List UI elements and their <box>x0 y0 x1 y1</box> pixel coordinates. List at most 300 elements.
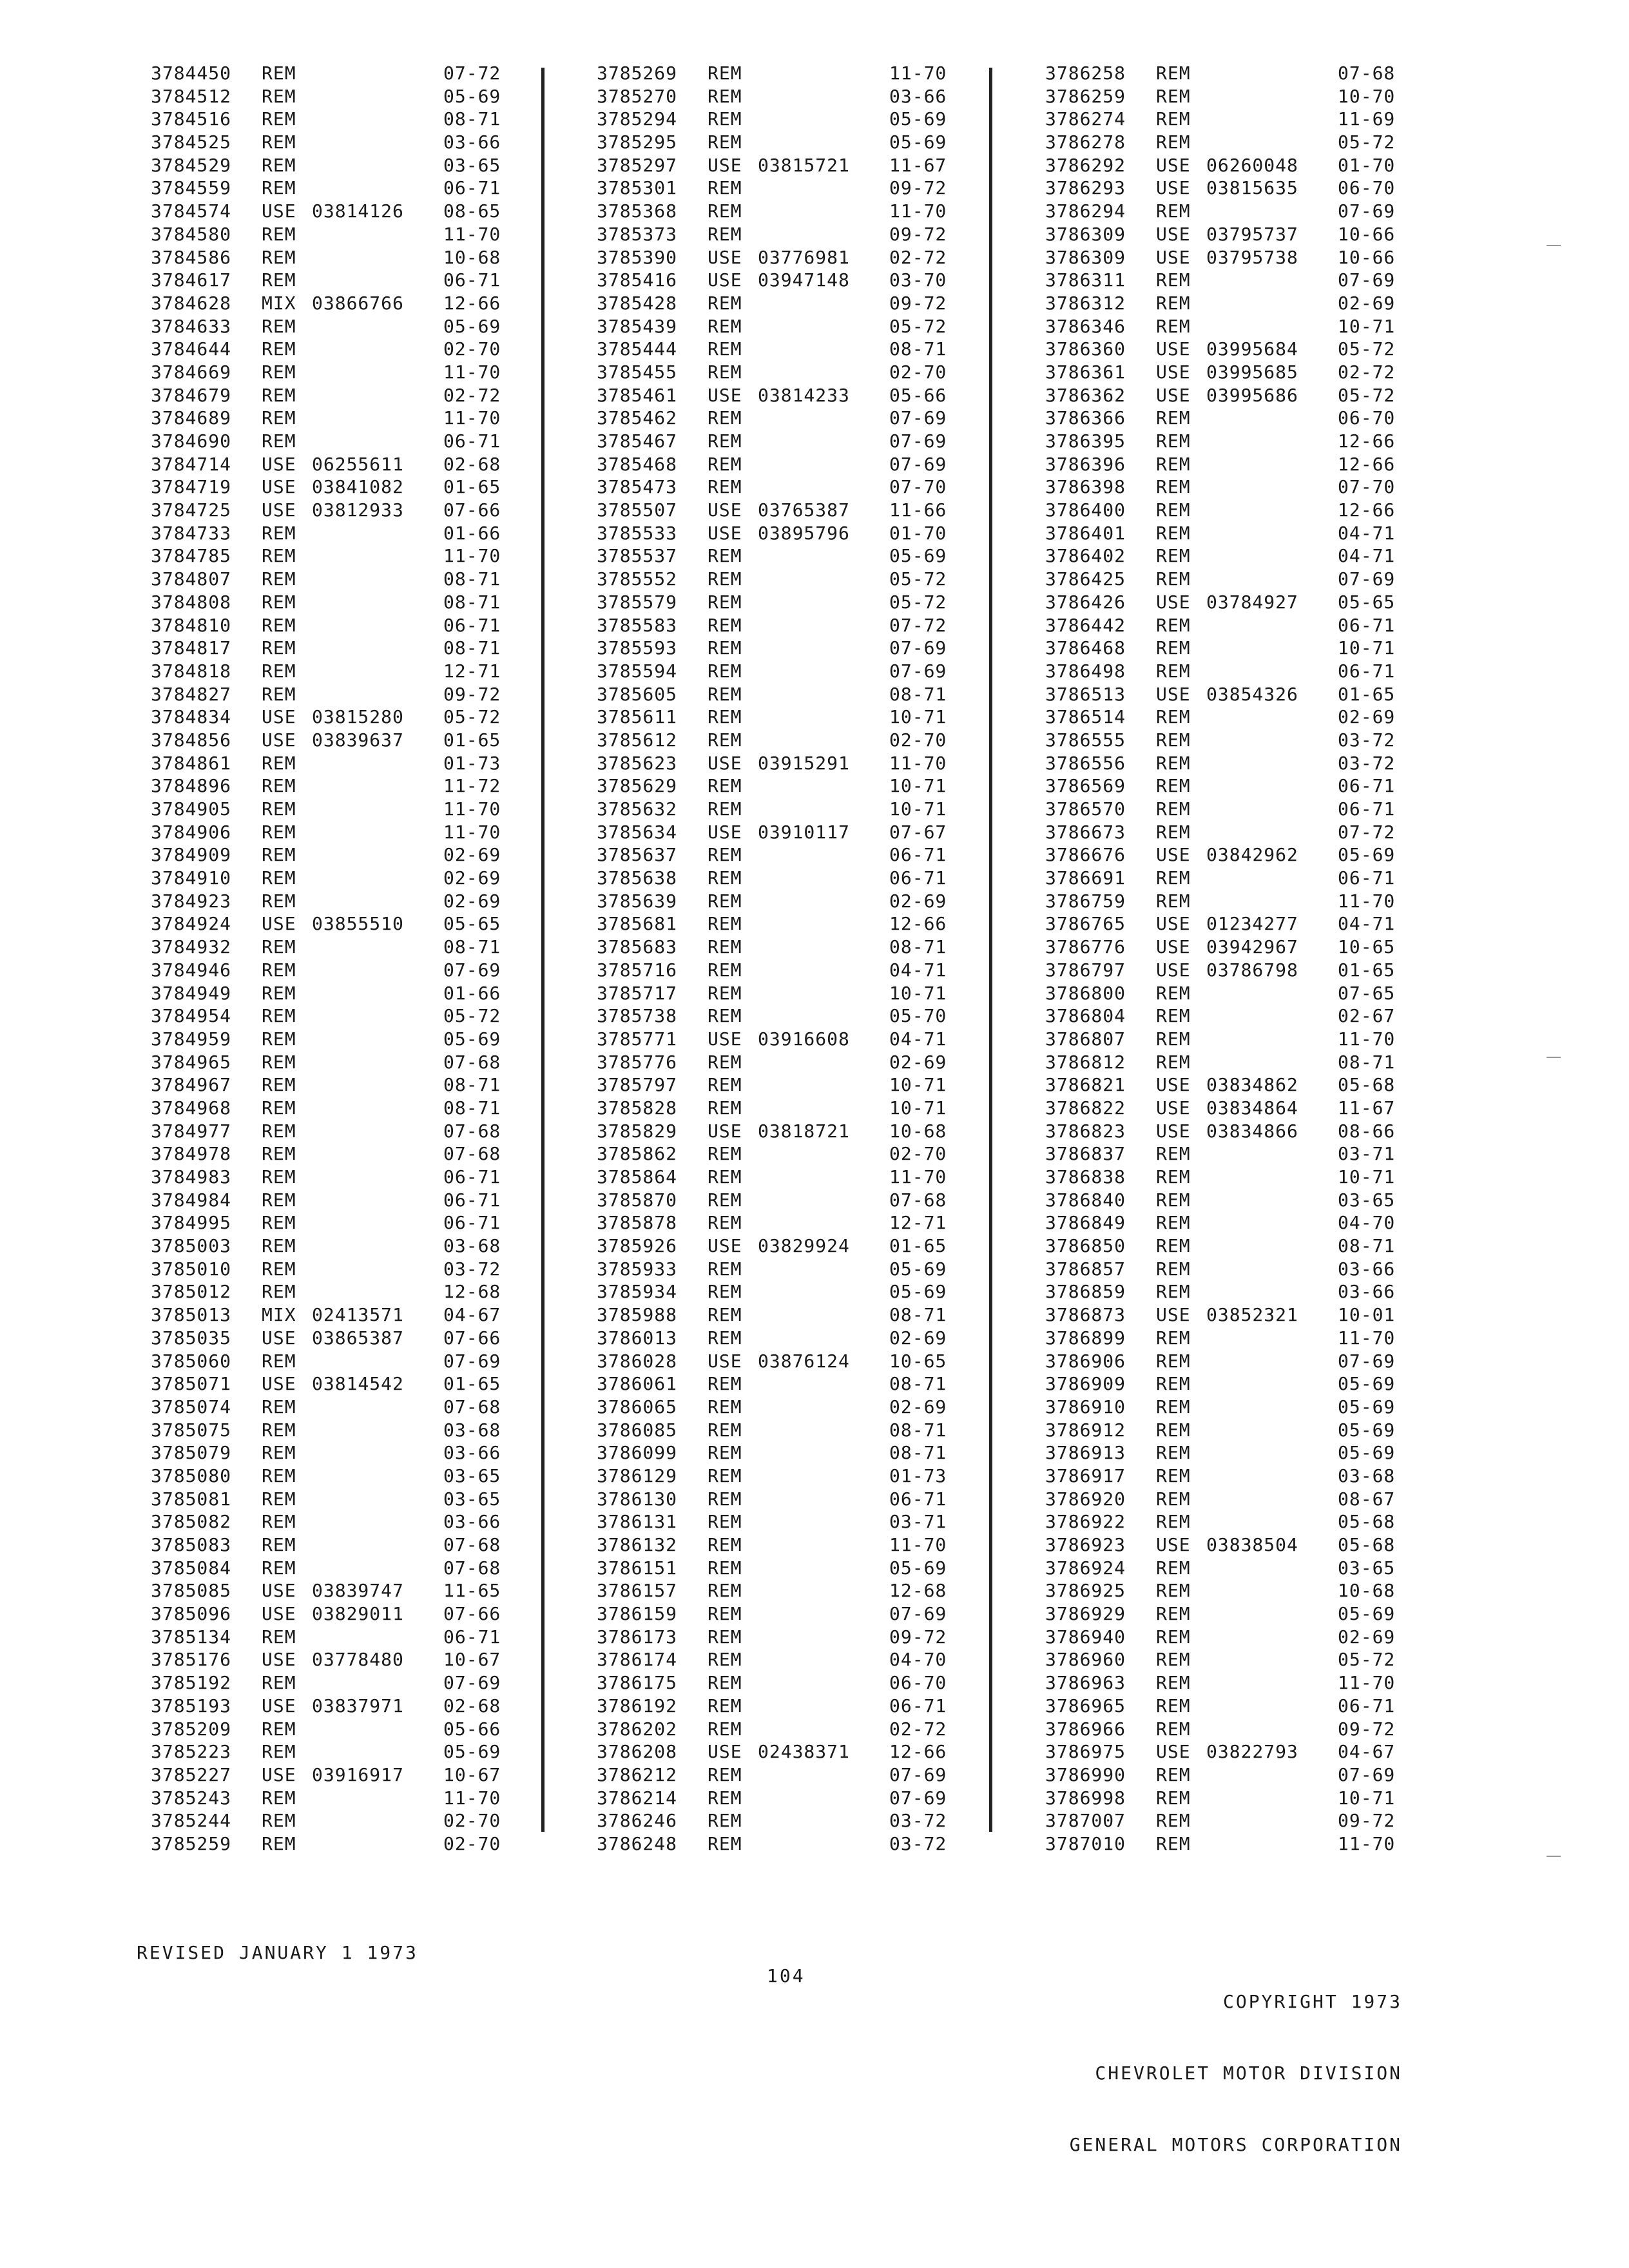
status-code: REM <box>708 844 742 866</box>
part-number: 3785192 <box>151 1672 232 1694</box>
effective-date: 10-71 <box>889 1074 947 1096</box>
part-number: 3786311 <box>1045 269 1126 291</box>
status-code: USE <box>1156 154 1191 176</box>
status-code: REM <box>262 1143 296 1165</box>
effective-date: 07-68 <box>443 1557 501 1579</box>
status-code: REM <box>1156 1281 1191 1303</box>
table-row <box>1045 890 1458 913</box>
table-row <box>597 1097 1009 1120</box>
status-code: REM <box>262 1005 296 1027</box>
status-code: REM <box>1156 269 1191 291</box>
table-row <box>151 1465 563 1488</box>
table-row <box>1045 959 1458 982</box>
status-code: USE <box>262 913 296 935</box>
effective-date: 10-70 <box>1338 85 1396 107</box>
effective-date: 06-71 <box>889 867 947 889</box>
status-code: USE <box>262 1580 296 1602</box>
status-code: USE <box>262 476 296 498</box>
status-code: REM <box>262 108 296 130</box>
status-code: REM <box>262 591 296 613</box>
table-row <box>597 706 1009 729</box>
part-number: 3785244 <box>151 1810 232 1832</box>
table-row <box>1045 154 1458 177</box>
part-number: 3785060 <box>151 1350 232 1372</box>
table-row <box>151 936 563 959</box>
part-number: 3784924 <box>151 913 232 935</box>
table-row <box>1045 338 1458 361</box>
part-number: 3786294 <box>1045 200 1126 222</box>
effective-date: 02-69 <box>889 1396 947 1418</box>
effective-date: 12-71 <box>443 660 501 682</box>
status-code: REM <box>708 1672 742 1694</box>
status-code: REM <box>262 1212 296 1234</box>
part-number: 3786309 <box>1045 246 1126 268</box>
effective-date: 02-70 <box>443 338 501 360</box>
status-code: REM <box>708 637 742 659</box>
replacement-part: 03841082 <box>312 476 404 498</box>
part-number: 3785593 <box>597 637 678 659</box>
status-code: REM <box>1156 706 1191 728</box>
status-code: REM <box>262 1166 296 1187</box>
part-number: 3786208 <box>597 1741 678 1763</box>
table-row <box>151 1189 563 1212</box>
part-number: 3784949 <box>151 982 232 1004</box>
part-number: 3786159 <box>597 1603 678 1625</box>
part-number: 3784959 <box>151 1028 232 1050</box>
effective-date: 02-70 <box>889 1143 947 1165</box>
table-row <box>597 476 1009 499</box>
part-number: 3786910 <box>1045 1396 1126 1418</box>
part-number: 3786850 <box>1045 1235 1126 1257</box>
table-row <box>597 1740 1009 1763</box>
table-row <box>151 1372 563 1396</box>
table-row <box>1045 752 1458 775</box>
status-code: REM <box>262 361 296 383</box>
status-code: REM <box>262 1810 296 1832</box>
effective-date: 08-71 <box>889 1304 947 1326</box>
part-number: 3786293 <box>1045 177 1126 199</box>
replacement-part: 03814542 <box>312 1373 404 1395</box>
part-number: 3786401 <box>1045 522 1126 544</box>
part-number: 3785071 <box>151 1373 232 1395</box>
part-number: 3785797 <box>597 1074 678 1096</box>
part-number: 3786922 <box>1045 1511 1126 1533</box>
table-row <box>1045 85 1458 108</box>
effective-date: 03-65 <box>1338 1557 1396 1579</box>
status-code: REM <box>708 200 742 222</box>
effective-date: 07-68 <box>889 1189 947 1211</box>
status-code: REM <box>262 1097 296 1119</box>
effective-date: 11-69 <box>1338 108 1396 130</box>
effective-date: 05-69 <box>1338 1603 1396 1625</box>
effective-date: 06-70 <box>1338 177 1396 199</box>
replacement-part: 02438371 <box>758 1741 850 1763</box>
part-number: 3784633 <box>151 315 232 337</box>
part-number: 3785259 <box>151 1832 232 1854</box>
effective-date: 07-69 <box>889 1603 947 1625</box>
part-number: 3785637 <box>597 844 678 866</box>
table-row <box>1045 1051 1458 1074</box>
table-row <box>151 292 563 315</box>
part-number: 3785632 <box>597 798 678 820</box>
table-row <box>1045 637 1458 660</box>
table-row <box>1045 1235 1458 1258</box>
status-code: REM <box>708 361 742 383</box>
part-number: 3784946 <box>151 959 232 981</box>
effective-date: 07-65 <box>1338 982 1396 1004</box>
table-row <box>151 1648 563 1671</box>
effective-date: 05-72 <box>889 315 947 337</box>
part-number: 3785862 <box>597 1143 678 1165</box>
status-code: REM <box>1156 1557 1191 1579</box>
effective-date: 11-70 <box>889 1534 947 1555</box>
status-code: USE <box>262 706 296 728</box>
table-row <box>1045 912 1458 936</box>
effective-date: 07-72 <box>1338 821 1396 843</box>
status-code: REM <box>262 407 296 429</box>
table-row <box>597 1763 1009 1787</box>
part-number: 3785010 <box>151 1258 232 1280</box>
replacement-part: 03815635 <box>1206 177 1298 199</box>
status-code: USE <box>708 1350 742 1372</box>
effective-date: 09-72 <box>889 177 947 199</box>
table-row <box>597 407 1009 430</box>
effective-date: 11-70 <box>1338 1832 1396 1854</box>
effective-date: 03-66 <box>1338 1258 1396 1280</box>
effective-date: 11-67 <box>889 154 947 176</box>
status-code: REM <box>1156 1051 1191 1073</box>
part-number: 3785082 <box>151 1511 232 1533</box>
table-row <box>151 982 563 1005</box>
part-number: 3785507 <box>597 499 678 521</box>
status-code: REM <box>708 177 742 199</box>
status-code: REM <box>1156 1580 1191 1602</box>
part-number: 3784512 <box>151 85 232 107</box>
effective-date: 03-66 <box>443 131 501 153</box>
effective-date: 05-69 <box>1338 1396 1396 1418</box>
table-row <box>597 591 1009 614</box>
replacement-part: 03842962 <box>1206 844 1298 866</box>
table-row <box>151 453 563 476</box>
status-code: USE <box>708 1235 742 1257</box>
parts-column-3 <box>1045 62 1458 1856</box>
status-code: REM <box>708 545 742 567</box>
effective-date: 03-71 <box>889 1511 947 1533</box>
effective-date: 05-69 <box>443 85 501 107</box>
table-row <box>151 1327 563 1350</box>
part-number: 3785295 <box>597 131 678 153</box>
table-row <box>151 752 563 775</box>
part-number: 3786807 <box>1045 1028 1126 1050</box>
status-code: REM <box>708 1626 742 1648</box>
status-code: REM <box>262 223 296 245</box>
table-row <box>597 430 1009 453</box>
effective-date: 03-65 <box>443 1488 501 1510</box>
effective-date: 06-71 <box>889 1488 947 1510</box>
status-code: REM <box>1156 1511 1191 1533</box>
effective-date: 11-70 <box>443 545 501 567</box>
part-number: 3784983 <box>151 1166 232 1187</box>
part-number: 3784586 <box>151 246 232 268</box>
part-number: 3786912 <box>1045 1419 1126 1441</box>
table-row <box>1045 200 1458 223</box>
status-code: REM <box>1156 522 1191 544</box>
part-number: 3785771 <box>597 1028 678 1050</box>
table-row <box>151 315 563 338</box>
table-row <box>151 706 563 729</box>
table-row <box>1045 982 1458 1005</box>
table-row <box>151 499 563 522</box>
table-row <box>1045 1740 1458 1763</box>
part-number: 3785013 <box>151 1304 232 1326</box>
part-number: 3786917 <box>1045 1465 1126 1486</box>
table-row <box>597 269 1009 292</box>
table-row <box>597 1718 1009 1741</box>
status-code: REM <box>708 223 742 245</box>
effective-date: 05-72 <box>1338 1649 1396 1671</box>
part-number: 3786823 <box>1045 1120 1126 1142</box>
status-code: REM <box>708 1166 742 1187</box>
effective-date: 11-70 <box>443 1787 501 1809</box>
status-code: REM <box>708 683 742 705</box>
table-row <box>151 1051 563 1074</box>
status-code: REM <box>262 1787 296 1809</box>
status-code: REM <box>708 1832 742 1854</box>
status-code: REM <box>708 568 742 590</box>
replacement-part: 03829011 <box>312 1603 404 1625</box>
table-row <box>151 1533 563 1557</box>
part-number: 3786923 <box>1045 1534 1126 1555</box>
part-number: 3786151 <box>597 1557 678 1579</box>
effective-date: 07-68 <box>443 1051 501 1073</box>
table-row <box>1045 131 1458 154</box>
effective-date: 07-72 <box>889 614 947 636</box>
part-number: 3787010 <box>1045 1832 1126 1854</box>
table-row <box>151 1488 563 1511</box>
effective-date: 10-71 <box>1338 637 1396 659</box>
status-code: REM <box>1156 131 1191 153</box>
part-number: 3785533 <box>597 522 678 544</box>
effective-date: 05-69 <box>889 1258 947 1280</box>
part-number: 3784580 <box>151 223 232 245</box>
part-number: 3786797 <box>1045 959 1126 981</box>
effective-date: 09-72 <box>889 223 947 245</box>
replacement-part: 03837971 <box>312 1695 404 1716</box>
effective-date: 09-72 <box>1338 1810 1396 1832</box>
table-row <box>151 1671 563 1695</box>
part-number: 3785035 <box>151 1327 232 1349</box>
effective-date: 01-66 <box>443 522 501 544</box>
part-number: 3786131 <box>597 1511 678 1533</box>
status-code: REM <box>262 384 296 406</box>
effective-date: 03-66 <box>443 1511 501 1533</box>
effective-date: 09-72 <box>1338 1718 1396 1740</box>
status-code: REM <box>262 1832 296 1854</box>
table-row <box>151 1787 563 1810</box>
part-number: 3785870 <box>597 1189 678 1211</box>
table-row <box>597 1832 1009 1856</box>
status-code: REM <box>708 1212 742 1234</box>
table-row <box>597 315 1009 338</box>
status-code: REM <box>708 1511 742 1533</box>
effective-date: 02-72 <box>1338 361 1396 383</box>
status-code: REM <box>1156 430 1191 452</box>
table-row <box>151 637 563 660</box>
part-number: 3785934 <box>597 1281 678 1303</box>
status-code: REM <box>262 1281 296 1303</box>
effective-date: 03-68 <box>443 1235 501 1257</box>
table-row <box>151 1557 563 1580</box>
status-code: REM <box>708 798 742 820</box>
effective-date: 03-66 <box>889 85 947 107</box>
effective-date: 10-66 <box>1338 246 1396 268</box>
effective-date: 07-68 <box>443 1143 501 1165</box>
part-number: 3784896 <box>151 775 232 797</box>
status-code: USE <box>708 1028 742 1050</box>
part-number: 3784905 <box>151 798 232 820</box>
status-code: USE <box>1156 1097 1191 1119</box>
table-row <box>1045 568 1458 591</box>
table-row <box>597 1189 1009 1212</box>
part-number: 3785243 <box>151 1787 232 1809</box>
status-code: REM <box>708 1718 742 1740</box>
parts-column-1 <box>151 62 563 1856</box>
effective-date: 02-68 <box>443 453 501 475</box>
effective-date: 04-71 <box>889 1028 947 1050</box>
table-row <box>597 1258 1009 1281</box>
status-code: USE <box>1156 683 1191 705</box>
table-row <box>1045 1073 1458 1097</box>
status-code: REM <box>262 1741 296 1763</box>
table-row <box>1045 1419 1458 1442</box>
part-number: 3786362 <box>1045 384 1126 406</box>
effective-date: 05-69 <box>443 1741 501 1763</box>
status-code: USE <box>708 1741 742 1763</box>
part-number: 3785933 <box>597 1258 678 1280</box>
effective-date: 07-69 <box>889 637 947 659</box>
table-row <box>1045 315 1458 338</box>
status-code: REM <box>262 1074 296 1096</box>
status-code: REM <box>262 1442 296 1464</box>
effective-date: 04-71 <box>1338 522 1396 544</box>
table-row <box>151 1809 563 1832</box>
table-row <box>597 752 1009 775</box>
effective-date: 05-72 <box>1338 384 1396 406</box>
status-code: REM <box>708 775 742 797</box>
table-row <box>151 1396 563 1419</box>
status-code: REM <box>708 1074 742 1096</box>
status-code: REM <box>708 1442 742 1464</box>
effective-date: 05-65 <box>443 913 501 935</box>
part-number: 3786129 <box>597 1465 678 1486</box>
table-row <box>1045 1350 1458 1373</box>
status-code: REM <box>262 936 296 958</box>
part-number: 3786292 <box>1045 154 1126 176</box>
status-code: USE <box>262 200 296 222</box>
part-number: 3785075 <box>151 1419 232 1441</box>
status-code: REM <box>262 246 296 268</box>
effective-date: 05-72 <box>1338 338 1396 360</box>
part-number: 3784967 <box>151 1074 232 1096</box>
effective-date: 07-69 <box>889 430 947 452</box>
table-row <box>1045 223 1458 246</box>
table-row <box>1045 62 1458 85</box>
part-number: 3786859 <box>1045 1281 1126 1303</box>
status-code: REM <box>708 913 742 935</box>
effective-date: 05-68 <box>1338 1074 1396 1096</box>
part-number: 3786361 <box>1045 361 1126 383</box>
status-code: REM <box>1156 1672 1191 1694</box>
status-code: REM <box>1156 407 1191 429</box>
status-code: MIX <box>262 292 296 314</box>
status-code: REM <box>1156 660 1191 682</box>
effective-date: 10-67 <box>443 1649 501 1671</box>
status-code: REM <box>262 614 296 636</box>
table-row <box>597 729 1009 752</box>
part-number: 3784725 <box>151 499 232 521</box>
part-number: 3785468 <box>597 453 678 475</box>
status-code: REM <box>262 1396 296 1418</box>
effective-date: 05-69 <box>889 1281 947 1303</box>
effective-date: 11-70 <box>443 407 501 429</box>
part-number: 3786259 <box>1045 85 1126 107</box>
part-number: 3786214 <box>597 1787 678 1809</box>
table-row <box>1045 544 1458 568</box>
effective-date: 10-66 <box>1338 223 1396 245</box>
effective-date: 03-72 <box>1338 752 1396 774</box>
status-code: REM <box>708 338 742 360</box>
part-number: 3786312 <box>1045 292 1126 314</box>
part-number: 3786909 <box>1045 1373 1126 1395</box>
part-number: 3785629 <box>597 775 678 797</box>
table-row <box>151 338 563 361</box>
table-row <box>151 476 563 499</box>
status-code: REM <box>262 1235 296 1257</box>
part-number: 3785134 <box>151 1626 232 1648</box>
part-number: 3786570 <box>1045 798 1126 820</box>
status-code: REM <box>1156 1763 1191 1785</box>
part-number: 3786857 <box>1045 1258 1126 1280</box>
part-number: 3786812 <box>1045 1051 1126 1073</box>
status-code: REM <box>708 453 742 475</box>
effective-date: 07-69 <box>889 1763 947 1785</box>
effective-date: 07-69 <box>1338 1350 1396 1372</box>
effective-date: 08-71 <box>443 1097 501 1119</box>
table-row <box>1045 269 1458 292</box>
status-code: REM <box>708 959 742 981</box>
effective-date: 02-69 <box>1338 292 1396 314</box>
effective-date: 01-65 <box>443 476 501 498</box>
part-number: 3786906 <box>1045 1350 1126 1372</box>
table-row <box>1045 361 1458 384</box>
table-row <box>1045 1166 1458 1189</box>
status-code: REM <box>262 660 296 682</box>
part-number: 3786173 <box>597 1626 678 1648</box>
status-code: REM <box>1156 1695 1191 1716</box>
part-number: 3784984 <box>151 1189 232 1211</box>
effective-date: 06-71 <box>1338 614 1396 636</box>
replacement-part: 03995685 <box>1206 361 1298 383</box>
effective-date: 03-72 <box>889 1832 947 1854</box>
effective-date: 12-66 <box>1338 499 1396 521</box>
effective-date: 05-69 <box>889 1557 947 1579</box>
effective-date: 06-71 <box>443 1189 501 1211</box>
effective-date: 06-71 <box>889 844 947 866</box>
part-number: 3784617 <box>151 269 232 291</box>
effective-date: 05-68 <box>1338 1534 1396 1555</box>
replacement-part: 03854326 <box>1206 683 1298 705</box>
part-number: 3785829 <box>597 1120 678 1142</box>
